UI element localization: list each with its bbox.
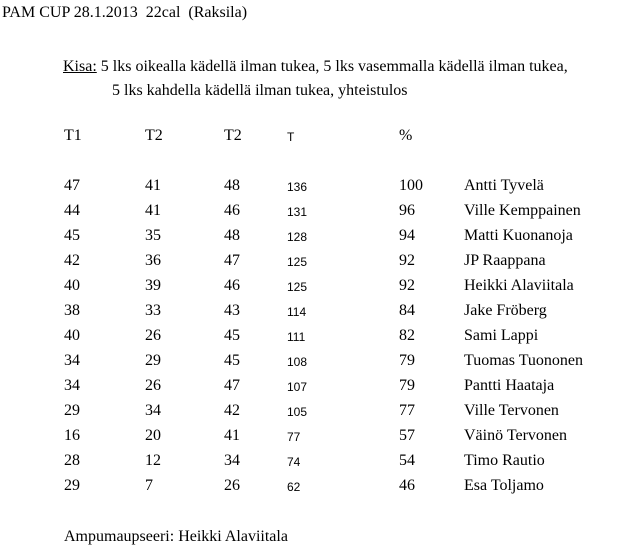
cell-percent: 92 [399,277,415,294]
cell-percent: 46 [399,477,415,494]
page-title: PAM CUP 28.1.2013 22cal (Raksila) [2,4,248,21]
cell-t2-second: 42 [224,402,240,419]
cell-t2-second: 45 [224,352,240,369]
cell-name: Jake Fröberg [464,302,547,319]
table-row [0,376,633,401]
cell-t1: 28 [64,452,80,469]
cell-t1: 29 [64,402,80,419]
cell-total: 128 [287,230,308,244]
cell-total: 114 [287,305,307,319]
cell-t2-first: 26 [145,327,161,344]
table-row [0,401,633,426]
cell-percent: 57 [399,427,415,444]
cell-percent: 84 [399,302,415,319]
table-row [0,451,633,476]
cell-t2-first: 7 [145,477,153,494]
cell-total: 131 [287,205,308,219]
competition-description [63,55,629,103]
cell-t1: 47 [64,177,80,194]
table-row [0,476,633,501]
cell-percent: 77 [399,402,415,419]
cell-percent: 79 [399,377,415,394]
cell-t2-second: 26 [224,477,240,494]
cell-name: Ville Kemppainen [464,202,581,219]
cell-t1: 34 [64,352,80,369]
table-body [0,176,633,501]
cell-t1: 38 [64,302,80,319]
cell-t2-second: 47 [224,252,240,269]
cell-total: 74 [287,455,301,469]
cell-t2-second: 45 [224,327,240,344]
header-total: T [287,130,295,144]
cell-t2-first: 41 [145,202,161,219]
description-line-2: 5 lks kahdella kädellä ilman tukea, yhteistulos [112,82,408,99]
cell-total: 77 [287,430,301,444]
cell-name: Esa Toljamo [464,477,544,494]
cell-t1: 42 [64,252,80,269]
cell-percent: 96 [399,202,415,219]
cell-t1: 44 [64,202,80,219]
cell-t1: 16 [64,427,80,444]
table-row [0,326,633,351]
cell-t2-first: 35 [145,227,161,244]
header-percent: % [399,127,413,144]
header-t2-second: T2 [224,127,242,144]
cell-name: Antti Tyvelä [464,177,544,194]
cell-total: 62 [287,480,301,494]
table-row [0,251,633,276]
cell-t2-first: 20 [145,427,161,444]
cell-name: Heikki Alaviitala [464,277,574,294]
cell-t1: 40 [64,277,80,294]
cell-total: 107 [287,380,308,394]
description-text-1: 5 lks oikealla kädellä ilman tukea, 5 lks vasemmalla kädellä ilman tukea, [96,58,568,75]
cell-total: 136 [287,180,308,194]
cell-t1: 40 [64,327,80,344]
cell-t2-first: 39 [145,277,161,294]
cell-name: Pantti Haataja [464,377,555,394]
kisa-label: Kisa: [63,58,97,75]
cell-name: Väinö Tervonen [464,427,567,444]
table-row [0,276,633,301]
cell-t1: 29 [64,477,80,494]
cell-name: Sami Lappi [464,327,539,344]
cell-percent: 94 [399,227,415,244]
range-officer-line: Ampumaupseeri: Heikki Alaviitala [64,528,288,545]
cell-t2-second: 34 [224,452,240,469]
table-row [0,226,633,251]
table-row [0,201,633,226]
cell-name: Tuomas Tuononen [464,352,584,369]
cell-t2-second: 43 [224,302,240,319]
cell-t2-first: 12 [145,452,161,469]
cell-t2-second: 48 [224,177,240,194]
cell-t2-second: 41 [224,427,240,444]
cell-percent: 79 [399,352,415,369]
cell-total: 108 [287,355,308,369]
cell-name: Timo Rautio [464,452,545,469]
cell-percent: 82 [399,327,415,344]
cell-t2-second: 48 [224,227,240,244]
results-table [0,126,633,501]
cell-percent: 100 [399,177,423,194]
table-row [0,351,633,376]
header-t1: T1 [64,127,82,144]
cell-percent: 54 [399,452,415,469]
cell-t1: 45 [64,227,80,244]
cell-t2-second: 47 [224,377,240,394]
cell-percent: 92 [399,252,415,269]
table-header-row [0,126,633,176]
cell-t2-first: 26 [145,377,161,394]
description-line-1 [63,55,629,79]
table-row [0,176,633,201]
table-row [0,301,633,326]
cell-name: JP Raappana [464,252,546,269]
table-row [0,426,633,451]
cell-t2-second: 46 [224,277,240,294]
cell-t2-first: 33 [145,302,161,319]
cell-name: Ville Tervonen [464,402,559,419]
cell-t2-first: 41 [145,177,161,194]
header-t2-first: T2 [145,127,163,144]
cell-t2-first: 34 [145,402,161,419]
cell-total: 111 [287,330,306,344]
cell-t2-second: 46 [224,202,240,219]
cell-t2-first: 29 [145,352,161,369]
cell-total: 125 [287,280,308,294]
cell-t1: 34 [64,377,80,394]
cell-t2-first: 36 [145,252,161,269]
cell-name: Matti Kuonanoja [464,227,573,244]
cell-total: 125 [287,255,308,269]
cell-total: 105 [287,405,308,419]
